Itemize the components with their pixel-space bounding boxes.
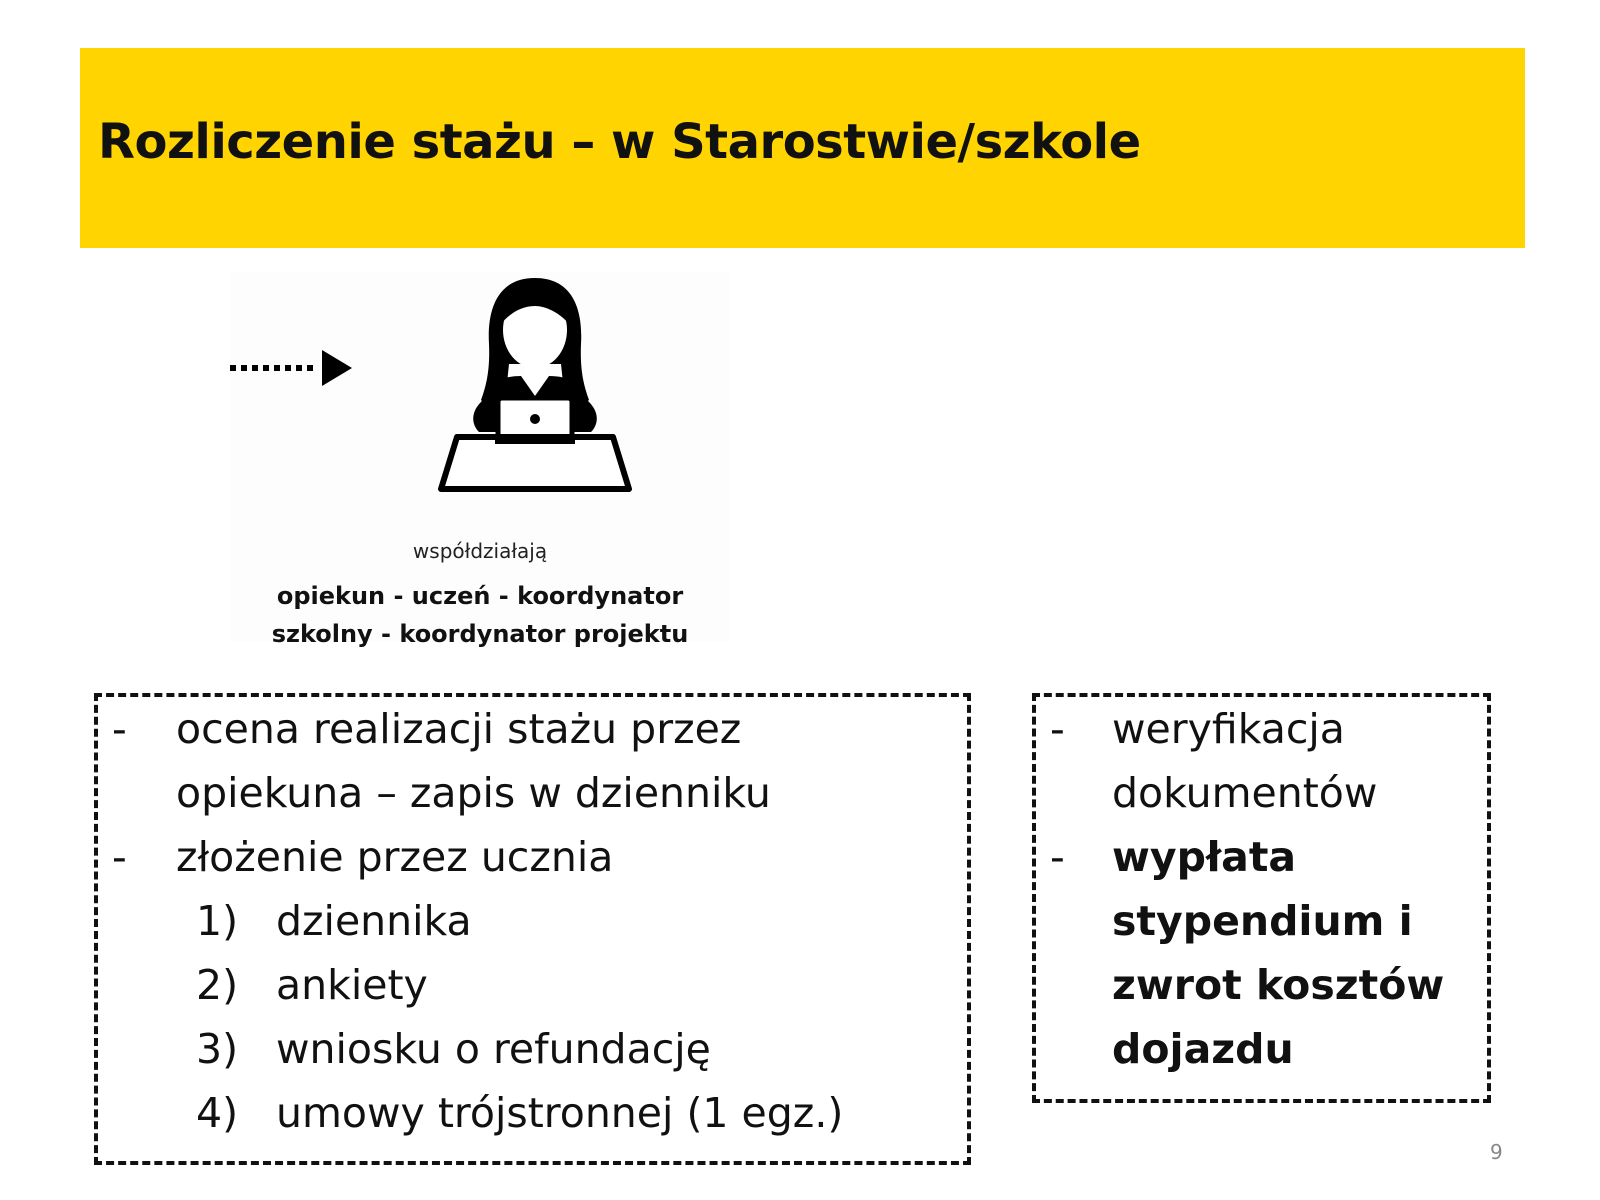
right-dashed-box <box>1032 693 1491 1103</box>
sub-item-text: ankiety <box>276 961 428 1009</box>
list-item-text: dokumentów <box>1112 769 1378 817</box>
caption-participants <box>230 577 730 653</box>
woman-at-laptop-icon <box>435 272 635 502</box>
list-item-text: weryfikacja <box>1112 705 1345 753</box>
list-item-dash: - <box>112 833 127 881</box>
list-item-text: ocena realizacji stażu przez <box>176 705 742 753</box>
sub-item-text: umowy trójstronnej (1 egz.) <box>276 1089 844 1137</box>
list-item-dash: - <box>112 705 127 753</box>
list-item-text-bold: stypendium i <box>1112 897 1413 945</box>
sub-item-text: wniosku o refundację <box>276 1025 711 1073</box>
caption-line-2: szkolny - koordynator projektu <box>271 620 689 648</box>
title-bar <box>80 48 1525 248</box>
list-item-text-bold: dojazdu <box>1112 1025 1294 1073</box>
dotted-arrow-right-icon <box>230 348 360 388</box>
list-item-text-bold: zwrot kosztów <box>1112 961 1445 1009</box>
sub-item-number: 4) <box>196 1089 239 1137</box>
page-title: Rozliczenie stażu – w Starostwie/szkole <box>98 114 1141 170</box>
sub-item-number: 3) <box>196 1025 239 1073</box>
list-item-text-bold: wypłata <box>1112 833 1297 881</box>
page-number: 9 <box>1490 1140 1503 1164</box>
illustration <box>230 272 730 648</box>
left-dashed-box <box>94 693 971 1165</box>
sub-item-text: dziennika <box>276 897 472 945</box>
caption-cooperate: współdziałają <box>412 539 548 563</box>
list-item-dash: - <box>1050 833 1065 881</box>
list-item-dash: - <box>1050 705 1065 753</box>
sub-item-number: 1) <box>196 897 239 945</box>
list-item-text: opiekuna – zapis w dzienniku <box>176 769 771 817</box>
sub-item-number: 2) <box>196 961 239 1009</box>
list-item-text: złożenie przez ucznia <box>176 833 614 881</box>
caption-line-1: opiekun - uczeń - koordynator <box>276 582 684 610</box>
